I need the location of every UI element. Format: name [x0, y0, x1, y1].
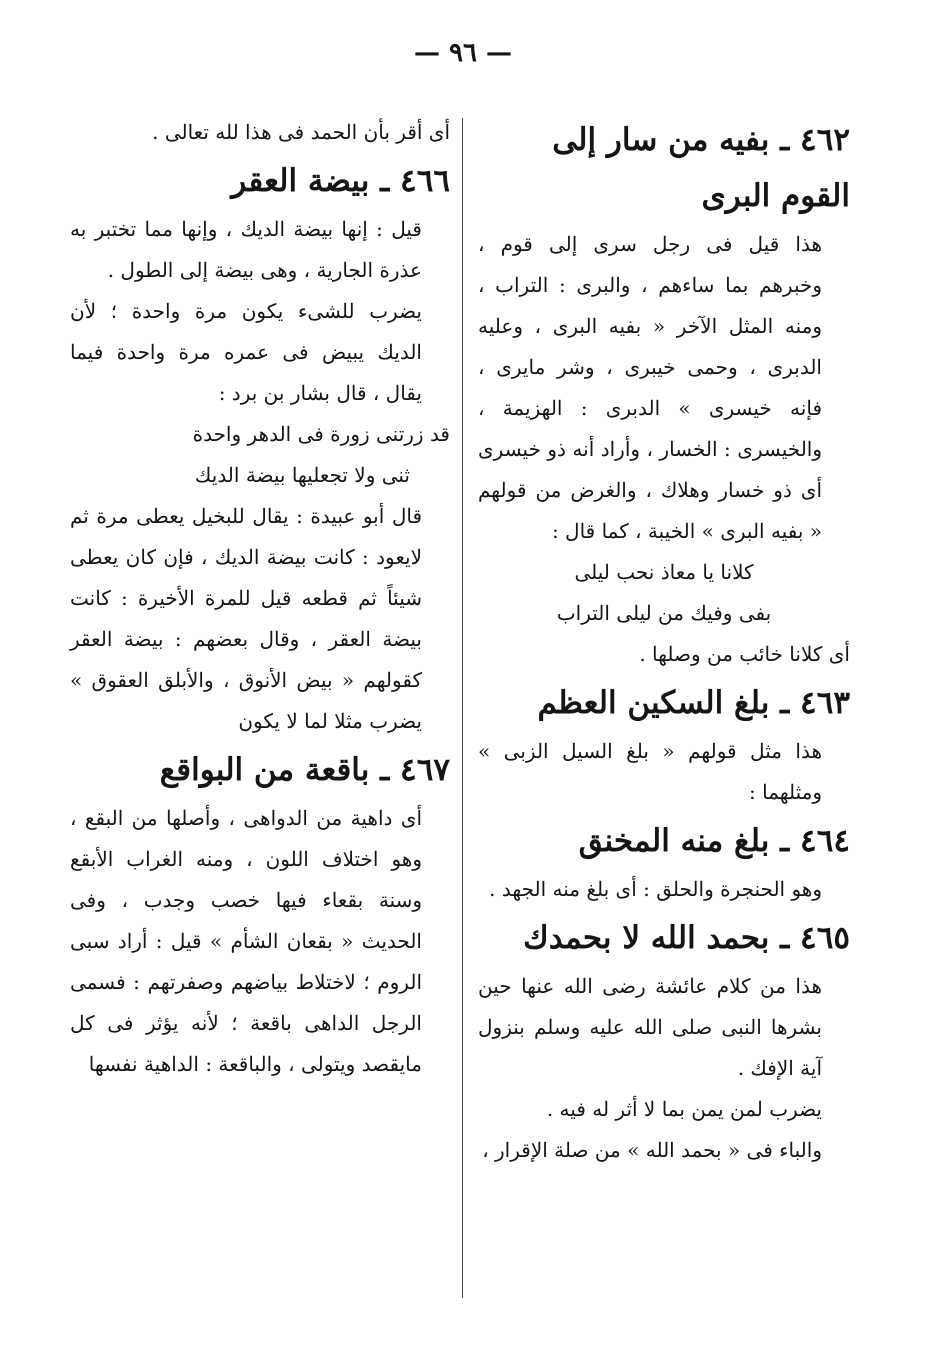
column-divider: [462, 118, 463, 1298]
paragraph: والباء فى « بحمد الله » من صلة الإقرار ،: [482, 1138, 822, 1162]
verse-line: كلانا يا معاذ نحب ليلى: [574, 560, 754, 584]
page-number: — ٩٦ —: [413, 38, 513, 68]
paragraph: قيل : إنها بيضة الديك ، وإنها مما تختبر به عذرة الجارية ، وهى بيضة إلى الطول .: [70, 217, 422, 282]
paragraph: يضرب للشىء يكون مرة واحدة ؛ لأن الديك يبيض فى عمره مرة واحدة فيما يقال ، قال بشار بن برد :: [70, 299, 422, 405]
entry-heading: ٤٦٦ ـ بيضة العقر: [231, 163, 450, 199]
entry-heading: ٤٦٥ ـ بحمد الله لا بحمدك: [523, 920, 850, 956]
paragraph: هذا مثل قولهم « بلغ السيل الزبى » ومثلهما :: [478, 739, 822, 804]
paragraph: أى أقر بأن الحمد فى هذا لله تعالى .: [152, 120, 450, 144]
left-column: [70, 112, 450, 1085]
paragraph: قال أبو عبيدة : يقال للبخيل يعطى مرة ثم لايعود : كانت بيضة الديك ، فإن كان يعطى شيئاً ثم قطعه قيل للمرة الأخيرة : كانت بيضة العقر ، وقال بعضهم : بيضة العقر كقولهم « بيض الأنوق ، والأبلق العقوق » يضرب مثلا لما لا يكون: [70, 504, 422, 733]
entry-heading: ٤٦٤ ـ بلغ منه المخنق: [578, 823, 850, 859]
paragraph: هذا من كلام عائشة رضى الله عنها حين بشرها النبى صلى الله عليه وسلم بنزول آية الإفك .: [478, 974, 822, 1080]
entry-heading: ٤٦٢ ـ بفيه من سار إلى القوم البرى: [552, 122, 850, 214]
paragraph: أى كلانا خائب من وصلها .: [639, 642, 850, 666]
paragraph: وهو الحنجرة والحلق : أى بلغ منه الجهد .: [489, 877, 822, 901]
right-column: [478, 112, 850, 1171]
paragraph: يضرب لمن يمن بما لا أثر له فيه .: [546, 1097, 822, 1121]
verse-line: ثنى ولا تجعليها بيضة الديك: [194, 463, 410, 487]
paragraph: هذا قيل فى رجل سرى إلى قوم ، وخبرهم بما ساءهم ، والبرى : التراب ، ومنه المثل الآخر « بفيه البرى ، وعليه الدبرى ، وحمى خيبرى ، وشر مايرى ، فإنه خيسرى » الدبرى : الهزيمة ، والخيسرى : الخسار ، وأراد أنه ذو خيسرى أى ذو خسار وهلاك ، والغرض من قولهم « بفيه البرى » الخيبة ، كما قال :: [478, 232, 822, 543]
verse-line: بفى وفيك من ليلى التراب: [556, 601, 772, 625]
entry-heading: ٤٦٣ ـ بلغ السكين العظم: [537, 685, 850, 721]
entry-heading: ٤٦٧ ـ باقعة من البواقع: [159, 752, 450, 788]
paragraph: أى داهية من الدواهى ، وأصلها من البقع ، وهو اختلاف اللون ، ومنه الغراب الأبقع وسنة بقعاء فيها خصب وجدب ، وفى الحديث « بقعان الشأم » قيل : أراد سبى الروم ؛ لاختلاط بياضهم وصفرتهم : فسمى الرجل الداهى باقعة ؛ لأنه يؤثر فى كل مايقصد ويتولى ، والباقعة : الداهية نفسها: [70, 806, 422, 1076]
verse-line: قد زرتنى زورة فى الدهر واحدة: [192, 422, 450, 446]
